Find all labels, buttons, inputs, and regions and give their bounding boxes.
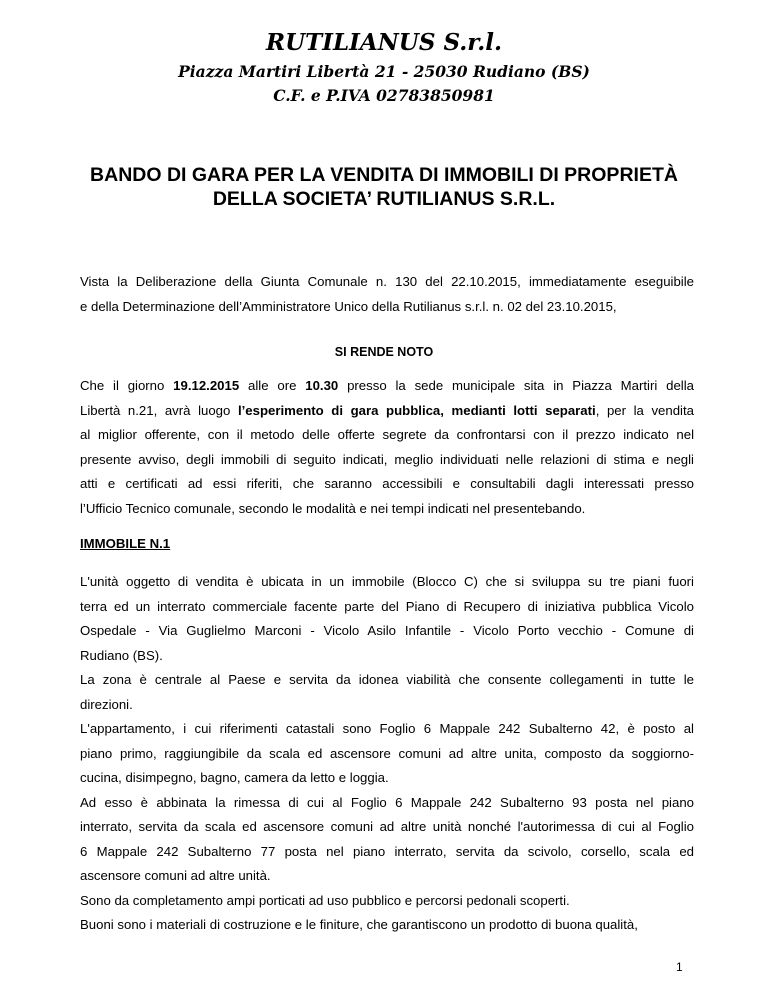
intro-paragraph (80, 270, 694, 319)
intro-line-2: e della Determinazione dell’Amministratore Unico della Rutilianus s.r.l. n. 02 del 23.10.2015, (80, 298, 617, 314)
notice-line-5: atti e certificati ad essi riferiti, che saranno accessibili e consultabili dagli interessati presso (80, 476, 694, 491)
body-line: La zona è centrale al Paese e servita da idonea viabilità che consente collegamenti in tutte le (80, 672, 694, 687)
company-vat: C.F. e P.IVA 02783850981 (273, 86, 495, 105)
body-line: interrato, servita da scala ed ascensore comuni ad altre unità nonché l'autorimessa di cui al Foglio (80, 819, 694, 834)
letterhead (0, 26, 768, 108)
section-heading-immobile-1: IMMOBILE N.1 (80, 536, 171, 551)
body-line: Buoni sono i materiali di costruzione e le finiture, che garantiscono un prodotto di buona qualità, (80, 917, 638, 932)
company-address: Piazza Martiri Libertà 21 - 25030 Rudiano (BS) (178, 62, 590, 81)
immobile-description (80, 570, 694, 938)
intro-line-1: Vista la Deliberazione della Giunta Comunale n. 130 del 22.10.2015, immediatamente eseguibile (80, 274, 694, 289)
body-line: Rudiano (BS). (80, 647, 163, 663)
body-line: ascensore comuni ad altre unità. (80, 868, 271, 883)
body-line: direzioni. (80, 696, 133, 712)
notice-line-3: al miglior offerente, con il metodo delle offerte segrete da confrontarsi con il prezzo indicato nel (80, 427, 694, 442)
body-line: Sono da completamento ampi porticati ad uso pubblico e percorsi pedonali scoperti. (80, 892, 570, 908)
title-line-1: BANDO DI GARA PER LA VENDITA DI IMMOBILI DI PROPRIETÀ (90, 164, 678, 186)
notice-line-6: l’Ufficio Tecnico comunale, secondo le modalità e nei tempi indicati nel presentebando. (80, 500, 586, 516)
body-line: piano primo, raggiungibile da scala ed ascensore comuni ad altre unita, composto da soggiorno- (80, 745, 694, 761)
body-line: terra ed un interrato commerciale facente parte del Piano di Recupero di iniziativa pubblica Vicolo (80, 598, 694, 614)
notice-line-2 (80, 399, 694, 424)
auction-time: 10.30 (305, 378, 339, 393)
company-name: RUTILIANUS S.r.l. (265, 29, 503, 56)
body-line: L'unità oggetto di vendita è ubicata in un immobile (Blocco C) che si sviluppa su tre piani fuori (80, 574, 694, 589)
body-line: Ospedale - Via Guglielmo Marconi - Vicolo Asilo Infantile - Vicolo Porto vecchio - Comune di (80, 623, 694, 638)
notice-line-4: presente avviso, degli immobili di seguito indicati, meglio individuati nelle relazioni di stima e negli (80, 451, 694, 467)
auction-type: l’esperimento di gara pubblica, medianti lotti separati (237, 402, 596, 418)
body-line: L'appartamento, i cui riferimenti catastali sono Foglio 6 Mappale 242 Subalterno 42, è posto al (80, 721, 694, 736)
notice-text: alle ore (239, 378, 306, 393)
auction-date: 19.12.2015 (173, 378, 240, 393)
body-line: 6 Mappale 242 Subalterno 77 posta nel piano interrato, servita da scivolo, corsello, scala ed (80, 843, 694, 859)
title-line-2: DELLA SOCIETA’ RUTILIANUS S.R.L. (212, 188, 556, 210)
page-number: 1 (676, 960, 683, 974)
notice-text: Libertà n.21, avrà luogo (80, 402, 238, 418)
notice-text: Che il giorno (80, 378, 174, 393)
notice-text: presso la sede municipale sita in Piazza Martiri della (338, 378, 694, 393)
notice-paragraph (80, 374, 694, 521)
document-title (60, 163, 708, 211)
body-line: cucina, disimpegno, bagno, camera da letto e loggia. (80, 770, 389, 785)
notice-line-1 (80, 374, 694, 399)
notice-text: , per la vendita (595, 402, 694, 418)
body-line: Ad esso è abbinata la rimessa di cui al Foglio 6 Mappale 242 Subalterno 93 posta nel piano (80, 794, 694, 810)
notice-heading: SI RENDE NOTO (334, 345, 434, 359)
